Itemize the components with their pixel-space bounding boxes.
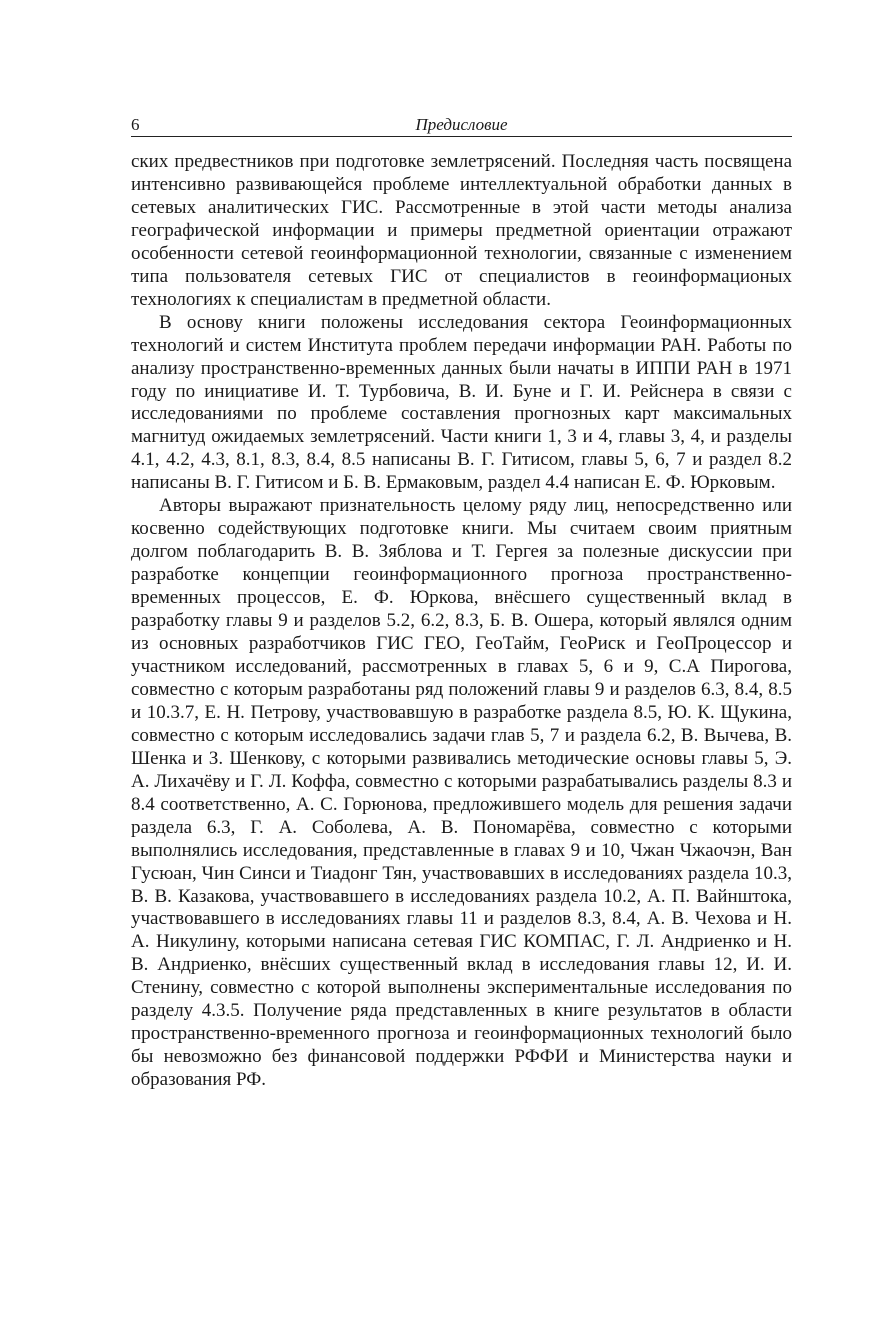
paragraph-continuation: ских предвестников при подготовке землетрясений. Последняя часть посвящена интенсивно развивающейся проблеме интеллектуальной обработки данных в сетевых аналитических ГИС. Рассмотренные в этой части методы анализа географической информации и примеры предметной ориентации отражают особенности сетевой геоинформационной технологии, связанные с изменением типа пользователя сетевых ГИС от специалистов в геоинформационых технологиях к специалистам в предметной области. <box>131 151 792 310</box>
paragraph-acknowledgements: Авторы выражают признательность целому ряду лиц, непосредственно или косвенно содействующих подготовке книги. Мы считаем своим приятным долгом поблагодарить В. В. Зяблова и Т. Гергея за полезные дискуссии при разработке концепции геоинформационного прогноза пространственно-временных процессов, Е. Ф. Юркова, внёсшего существенный вклад в разработку главы 9 и разделов 5.2, 6.2, 8.3, Б. В. Ошера, который являлся одним из основных разработчиков ГИС ГЕО, ГеоТайм, ГеоРиск и ГеоПроцессор и участником исследований, рассмотренных в главах 5, 6 и 9, С.А Пирогова, совместно с которым разработаны ряд положений главы 9 и разделов 6.3, 8.4, 8.5 и 10.3.7, Е. Н. Петрову, участвовавшую в разработке раздела 8.5, Ю. К. Щукина, совместно с которым исследовались задачи глав 5, 7 и раздела 6.2, В. Вычева, В. Шенка и З. Шенкову, с которыми развивались методические основы главы 5, Э. А. Лихачёву и Г. Л. Коффа, совместно с которыми разрабатывались разделы 8.3 и 8.4 соответственно, А. С. Горюнова, предложившего модель для решения задачи раздела 6.3, Г. А. Соболева, А. В. Пономарёва, совместно с которыми выполнялись исследования, представленные в главах 9 и 10, Чжан Чжаочэн, Ван Гусюан, Чин Синси и Тиадонг Тян, участвовавших в исследованиях раздела 10.3, В. В. Казакова, участвовавшего в исследованиях раздела 10.2, А. П. Вайнштока, участвовавшего в исследованиях главы 11 и разделов 8.3, 8.4, А. В. Чехова и Н. А. Никулину, которыми написана сетевая ГИС КОМПАС, Г. Л. Андриенко и Н. В. Андриенко, внёсших существенный вклад в исследования главы 12, И. И. Стенину, совместно с которой выполнены экспериментальные исследования по разделу 4.3.5. Получение ряда представленных в книге результатов в области пространственно-временного прогноза и геоинформационных технологий было бы невозможно без финансовой поддержки РФФИ и Министерства науки и образования РФ. <box>131 495 792 1091</box>
running-header <box>131 114 792 137</box>
paragraph-book-basis: В основу книги положены исследования сектора Геоинформационных технологий и систем Института проблем передачи информации РАН. Работы по анализу пространственно-временных данных были начаты в ИППИ РАН в 1971 году по инициативе И. Т. Турбовича, В. И. Буне и Г. И. Рейснера в связи с исследованиями по проблеме составления прогнозных карт максимальных магнитуд ожидаемых землетрясений. Части книги 1, 3 и 4, главы 3, 4, и разделы 4.1, 4.2, 4.3, 8.1, 8.3, 8.4, 8.5 написаны В. Г. Гитисом, главы 5, 6, 7 и раздел 8.2 написаны В. Г. Гитисом и Б. В. Ермаковым, раздел 4.4 написан Е. Ф. Юрковым. <box>131 311 792 494</box>
running-title: Предисловие <box>415 115 508 134</box>
page-number: 6 <box>131 115 140 134</box>
book-page <box>131 114 792 1092</box>
body-text <box>131 151 792 1092</box>
